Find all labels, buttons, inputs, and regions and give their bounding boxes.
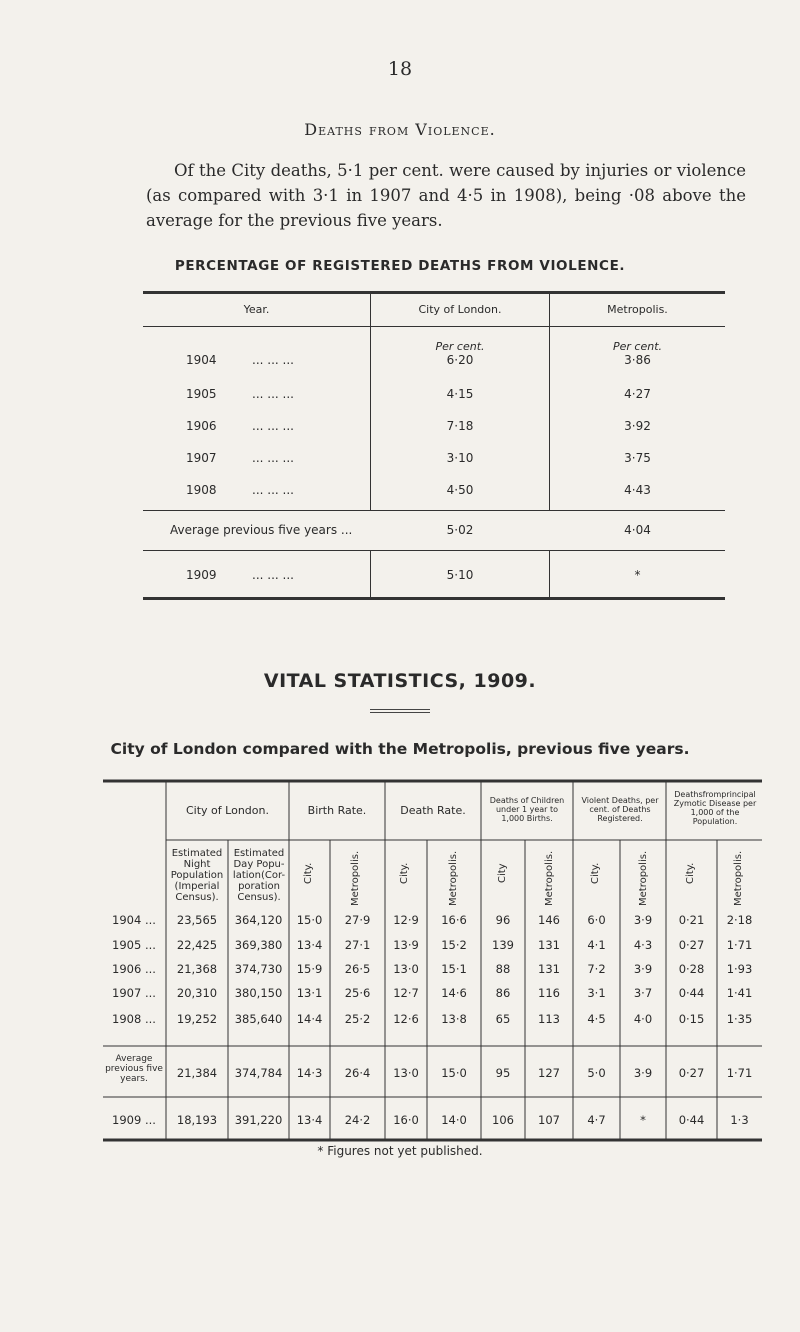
- header-day-population: Estimated Day Popu- lation(Cor- poration Census).: [232, 848, 286, 903]
- table1-city-value: 3·10: [446, 451, 474, 465]
- row-death-city: 12·6: [393, 1012, 419, 1026]
- page-number: 18: [387, 58, 413, 80]
- row-viol-city: 7·2: [587, 962, 606, 976]
- table1-year: 1906: [186, 419, 217, 433]
- row-night: 20,310: [176, 986, 218, 1000]
- row-death-metro: 13·8: [441, 1012, 467, 1026]
- row-death-city: 12·7: [393, 986, 419, 1000]
- header-child-deaths: Deaths of Children under 1 year to 1,000 Births.: [489, 796, 565, 823]
- average-child-metro: 127: [538, 1066, 560, 1080]
- header-child-metropolis: Metropolis.: [544, 850, 555, 906]
- table1-year: 1907: [186, 451, 217, 465]
- average-death-city: 13·0: [393, 1066, 419, 1080]
- header-birth-rate: Birth Rate.: [307, 804, 367, 817]
- header-zymotic-city: City.: [685, 862, 696, 884]
- row-viol-metro: 3·9: [633, 962, 653, 976]
- row-night: 21,368: [176, 962, 218, 976]
- row-viol-city: 4·1: [587, 938, 606, 952]
- header-death-metropolis: Metropolis.: [448, 850, 459, 906]
- row-child-city: 139: [492, 938, 514, 952]
- current-birth-metro: 24·2: [344, 1113, 371, 1127]
- table1-average-city: 5·02: [446, 523, 474, 537]
- row-child-metro: 131: [538, 938, 560, 952]
- row-birth-city: 15·0: [296, 913, 323, 927]
- row-birth-metro: 26·5: [344, 962, 371, 976]
- row-birth-city: 14·4: [296, 1012, 323, 1026]
- average-birth-metro: 26·4: [344, 1066, 371, 1080]
- row-death-metro: 16·6: [441, 913, 467, 927]
- row-birth-metro: 27·9: [344, 913, 371, 927]
- row-zym-city: 0·28: [678, 962, 705, 976]
- row-viol-city: 3·1: [587, 986, 606, 1000]
- vital-statistics-subtitle: City of London compared with the Metropolis, previous five years.: [110, 740, 690, 758]
- header-violent-deaths: Violent Deaths, per cent. of Deaths Registered.: [581, 796, 659, 823]
- table1-current-metro: *: [634, 568, 641, 582]
- row-day: 364,120: [234, 913, 283, 927]
- row-birth-metro: 25·2: [344, 1012, 371, 1026]
- header-violent-metropolis: Metropolis.: [638, 850, 649, 906]
- row-birth-city: 15·9: [296, 962, 323, 976]
- table1-year: 1905: [186, 387, 217, 401]
- row-child-city: 88: [495, 962, 511, 976]
- row-zym-metro: 2·18: [726, 913, 753, 927]
- table1-leader: ... ... ...: [252, 387, 294, 401]
- row-zym-metro: 1·41: [726, 986, 753, 1000]
- row-zym-city: 0·21: [678, 913, 705, 927]
- table1-current-city: 5·10: [446, 568, 474, 582]
- average-birth-city: 14·3: [296, 1066, 323, 1080]
- section-paragraph: Of the City deaths, 5·1 per cent. were caused by injuries or violence (as compared with 3·1 in 1907 and 4·5 in 1908), being ·08 above the average for the previous five years.: [146, 161, 746, 230]
- row-zym-city: 0·27: [678, 938, 705, 952]
- average-zym-city: 0·27: [678, 1066, 705, 1080]
- average-zym-metro: 1·71: [726, 1066, 753, 1080]
- table1-city-value: 7·18: [446, 419, 474, 433]
- table1-leader: ... ... ...: [252, 353, 294, 367]
- row-child-metro: 131: [538, 962, 560, 976]
- row-child-metro: 113: [538, 1012, 560, 1026]
- table1-leader: ... ... ...: [252, 568, 294, 582]
- row-birth-metro: 27·1: [344, 938, 371, 952]
- row-night: 19,252: [176, 1012, 218, 1026]
- average-night: 21,384: [176, 1066, 218, 1080]
- header-night-population: Estimated Night Population (Imperial Census).: [170, 848, 224, 903]
- row-child-metro: 146: [538, 913, 560, 927]
- table1-average-metro: 4·04: [624, 523, 651, 537]
- current-zym-metro: 1·3: [730, 1113, 749, 1127]
- row-birth-city: 13·1: [296, 986, 323, 1000]
- table1-title: PERCENTAGE OF REGISTERED DEATHS FROM VIOLENCE.: [174, 258, 626, 274]
- table1-unit-city: Per cent.: [435, 340, 485, 353]
- row-night: 23,565: [176, 913, 218, 927]
- table1-metro-value: 3·92: [624, 419, 651, 433]
- section-title: Deaths from Violence.: [304, 120, 496, 139]
- average-day: 374,784: [234, 1066, 283, 1080]
- average-child-city: 95: [495, 1066, 511, 1080]
- header-birth-metropolis: Metropolis.: [350, 850, 361, 906]
- row-viol-metro: 4·3: [633, 938, 653, 952]
- row-viol-metro: 3·9: [633, 913, 653, 927]
- current-viol-metro: *: [640, 1113, 646, 1127]
- row-year: 1904 ...: [112, 913, 156, 927]
- table1-unit-metropolis: Per cent.: [612, 340, 663, 353]
- header-birth-city: City.: [303, 862, 314, 884]
- row-death-metro: 15·2: [441, 938, 467, 952]
- table1-city-value: 4·15: [446, 387, 474, 401]
- row-day: 369,380: [234, 938, 283, 952]
- table1-average-label: Average previous five years ...: [170, 523, 353, 537]
- current-birth-city: 13·4: [296, 1113, 323, 1127]
- row-child-city: 96: [495, 913, 511, 927]
- row-death-city: 12·9: [393, 913, 419, 927]
- row-year: 1905 ...: [112, 938, 156, 952]
- current-viol-city: 4·7: [587, 1113, 606, 1127]
- row-death-city: 13·9: [393, 938, 419, 952]
- row-child-city: 86: [495, 986, 511, 1000]
- current-death-metro: 14·0: [441, 1113, 467, 1127]
- row-zym-metro: 1·35: [726, 1012, 753, 1026]
- table1-year: 1904: [186, 353, 217, 367]
- average-death-metro: 15·0: [441, 1066, 467, 1080]
- row-viol-city: 6·0: [587, 913, 606, 927]
- row-zym-metro: 1·93: [726, 962, 753, 976]
- current-child-city: 106: [492, 1113, 514, 1127]
- row-death-metro: 15·1: [441, 962, 467, 976]
- table1-metro-value: 3·86: [624, 353, 651, 367]
- row-year: 1908 ...: [112, 1012, 156, 1026]
- table1-city-value: 6·20: [446, 353, 474, 367]
- current-year: 1909 ...: [112, 1113, 156, 1127]
- current-zym-city: 0·44: [678, 1113, 705, 1127]
- table1-metro-value: 4·43: [624, 483, 651, 497]
- current-death-city: 16·0: [393, 1113, 419, 1127]
- current-night: 18,193: [176, 1113, 218, 1127]
- row-death-city: 13·0: [393, 962, 419, 976]
- header-zymotic-metropolis: Metropolis.: [733, 850, 744, 906]
- header-child-city: City: [497, 863, 508, 883]
- row-birth-city: 13·4: [296, 938, 323, 952]
- table1-header-metropolis: Metropolis.: [607, 303, 668, 316]
- current-child-metro: 107: [538, 1113, 560, 1127]
- row-death-metro: 14·6: [441, 986, 467, 1000]
- header-death-rate: Death Rate.: [400, 804, 466, 817]
- row-viol-metro: 4·0: [633, 1012, 653, 1026]
- header-violent-city: City.: [590, 862, 601, 884]
- row-year: 1906 ...: [112, 962, 156, 976]
- header-zymotic-deaths: Deathsfromprincipal Zymotic Disease per 1,000 of the Population.: [673, 790, 757, 826]
- average-viol-metro: 3·9: [633, 1066, 653, 1080]
- row-zym-metro: 1·71: [726, 938, 753, 952]
- header-death-city: City.: [399, 862, 410, 884]
- row-zym-city: 0·15: [678, 1012, 705, 1026]
- row-viol-city: 4·5: [587, 1012, 606, 1026]
- table1-city-value: 4·50: [446, 483, 474, 497]
- table1-current-year: 1909: [186, 568, 217, 582]
- table1-leader: ... ... ...: [252, 451, 294, 465]
- footnote: * Figures not yet published.: [317, 1144, 483, 1158]
- table1-metro-value: 3·75: [624, 451, 651, 465]
- table1-header-city: City of London.: [418, 303, 502, 316]
- table1-leader: ... ... ...: [252, 419, 294, 433]
- row-child-city: 65: [495, 1012, 511, 1026]
- row-day: 374,730: [234, 962, 283, 976]
- row-birth-metro: 25·6: [344, 986, 371, 1000]
- row-zym-city: 0·44: [678, 986, 705, 1000]
- row-child-metro: 116: [538, 986, 560, 1000]
- row-day: 385,640: [234, 1012, 283, 1026]
- row-night: 22,425: [176, 938, 218, 952]
- average-label: Average previous five years.: [105, 1054, 163, 1084]
- table1-metro-value: 4·27: [624, 387, 651, 401]
- table1-leader: ... ... ...: [252, 483, 294, 497]
- row-day: 380,150: [234, 986, 283, 1000]
- vital-statistics-title: VITAL STATISTICS, 1909.: [263, 670, 537, 692]
- current-day: 391,220: [234, 1113, 283, 1127]
- row-year: 1907 ...: [112, 986, 156, 1000]
- row-viol-metro: 3·7: [633, 986, 653, 1000]
- average-viol-city: 5·0: [587, 1066, 606, 1080]
- table1-year: 1908: [186, 483, 217, 497]
- table1-header-year: Year.: [243, 303, 270, 316]
- header-city-of-london: City of London.: [186, 804, 269, 817]
